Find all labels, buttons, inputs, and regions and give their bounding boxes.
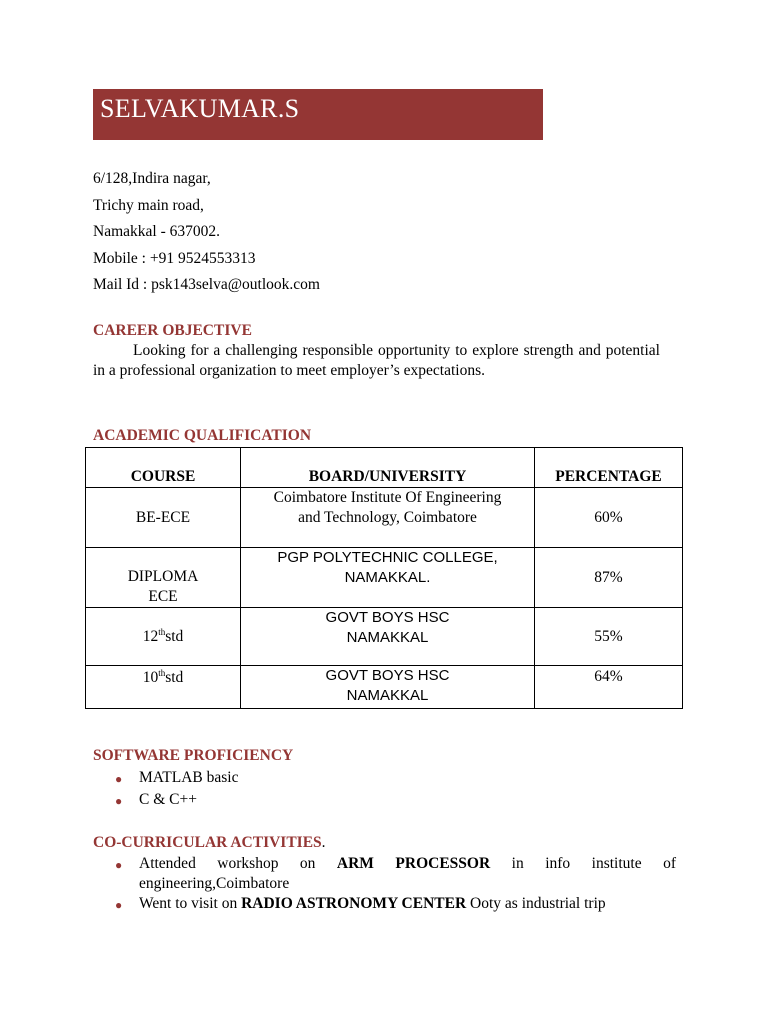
activity-text: Went to visit on bbox=[139, 895, 242, 912]
co-curricular-heading-period: . bbox=[321, 834, 326, 851]
course-line: DIPLOMA bbox=[127, 567, 199, 585]
co-curricular-heading bbox=[93, 834, 326, 852]
board-line: and Technology, Coimbatore bbox=[298, 509, 477, 526]
activity-text: in info institute of engineering,Coimbatore bbox=[139, 855, 676, 892]
header-percentage: PERCENTAGE bbox=[535, 448, 683, 488]
table-row bbox=[86, 488, 683, 548]
course-suffix: std bbox=[165, 669, 184, 687]
board-line: NAMAKKAL. bbox=[344, 569, 431, 586]
percentage-cell: 87% bbox=[535, 548, 683, 608]
course-cell bbox=[86, 548, 241, 608]
address-block bbox=[93, 168, 320, 301]
course-superscript: th bbox=[158, 626, 166, 637]
course-suffix: std bbox=[165, 628, 184, 646]
table-header-row bbox=[86, 448, 683, 488]
academic-table bbox=[85, 447, 683, 709]
table-row bbox=[86, 666, 683, 709]
board-line: Coimbatore Institute Of Engineering bbox=[273, 489, 502, 506]
address-line-2: Trichy main road, bbox=[93, 196, 204, 214]
name-banner bbox=[93, 89, 543, 140]
mail-id: Mail Id : psk143selva@outlook.com bbox=[93, 276, 320, 293]
header-board: BOARD/UNIVERSITY bbox=[241, 448, 535, 488]
course-cell bbox=[86, 608, 241, 666]
activity-text: Attended workshop on bbox=[139, 855, 337, 872]
percentage-cell: 60% bbox=[535, 488, 683, 548]
activities-list bbox=[93, 854, 676, 914]
list-item bbox=[93, 894, 676, 914]
course-number: 10 bbox=[142, 669, 159, 687]
board-cell bbox=[241, 666, 535, 709]
software-list bbox=[93, 768, 238, 812]
board-cell bbox=[241, 548, 535, 608]
board-cell bbox=[241, 488, 535, 548]
address-line-1: 6/128,Indira nagar, bbox=[93, 170, 211, 187]
board-line: GOVT BOYS HSC bbox=[325, 609, 450, 626]
list-item bbox=[93, 768, 238, 790]
activity-text: Ooty as industrial trip bbox=[466, 895, 606, 912]
candidate-name: SELVAKUMAR.S bbox=[100, 94, 300, 123]
board-cell bbox=[241, 608, 535, 666]
course-superscript: th bbox=[158, 668, 166, 678]
board-line: NAMAKKAL bbox=[346, 687, 429, 704]
table-row bbox=[86, 548, 683, 608]
course-line: ECE bbox=[148, 587, 178, 605]
list-item bbox=[93, 854, 676, 894]
percentage-cell: 64% bbox=[535, 666, 683, 709]
activity-highlight: ARM PROCESSOR bbox=[336, 855, 491, 872]
table-row bbox=[86, 608, 683, 666]
bullet-icon: ● bbox=[115, 858, 123, 872]
course-cell: BE-ECE bbox=[86, 488, 241, 548]
activity-highlight: RADIO ASTRONOMY CENTER bbox=[241, 895, 467, 912]
address-line-3: Namakkal - 637002. bbox=[93, 223, 220, 240]
bullet-icon: ● bbox=[115, 794, 123, 808]
course-number: 12 bbox=[142, 628, 159, 646]
course-cell bbox=[86, 666, 241, 709]
software-item: MATLAB basic bbox=[139, 769, 239, 786]
career-objective-heading: CAREER OBJECTIVE bbox=[93, 322, 252, 339]
software-item: C & C++ bbox=[139, 791, 197, 808]
board-line: GOVT BOYS HSC bbox=[325, 667, 450, 684]
header-course: COURSE bbox=[86, 448, 241, 488]
percentage-cell: 55% bbox=[535, 608, 683, 666]
software-proficiency-heading: SOFTWARE PROFICIENCY bbox=[93, 747, 294, 764]
co-curricular-heading-text: CO-CURRICULAR ACTIVITIES bbox=[93, 834, 322, 851]
academic-qualification-heading: ACADEMIC QUALIFICATION bbox=[93, 427, 312, 444]
mobile-number: Mobile : +91 9524553313 bbox=[93, 249, 256, 267]
board-line: NAMAKKAL bbox=[346, 629, 429, 646]
bullet-icon: ● bbox=[115, 772, 123, 786]
career-objective-text: Looking for a challenging responsible opportunity to explore strength and potential in a professional organization to meet employer’s expectations. bbox=[93, 342, 660, 379]
bullet-icon: ● bbox=[115, 898, 123, 912]
list-item bbox=[93, 790, 238, 812]
board-line: PGP POLYTECHNIC COLLEGE, bbox=[277, 549, 498, 566]
